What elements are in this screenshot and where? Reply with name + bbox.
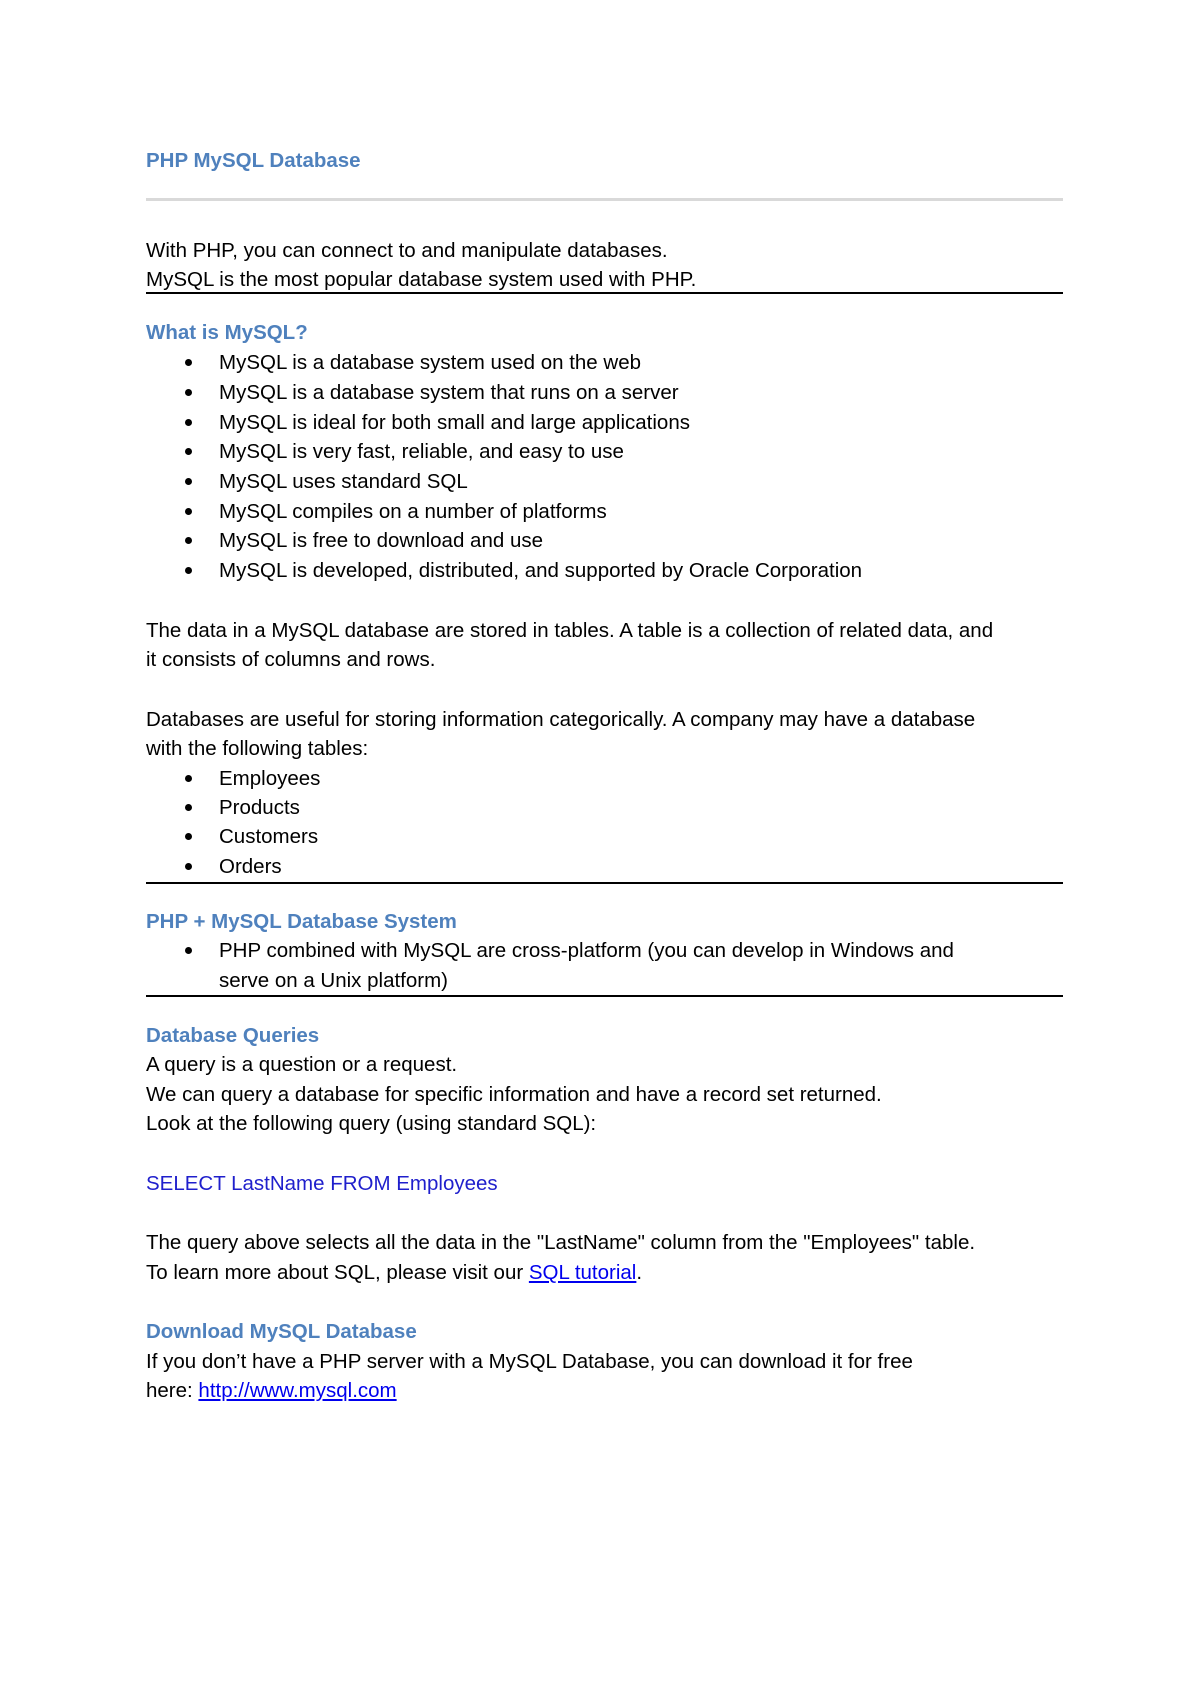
download-heading: Download MySQL Database (146, 1320, 417, 1343)
bullet-icon (185, 537, 192, 544)
tables-para-line-2: it consists of columns and rows. (146, 648, 436, 671)
bullet-icon (185, 775, 192, 782)
bullet-icon (185, 947, 192, 954)
bullet-icon (185, 359, 192, 366)
bullet-icon (185, 448, 192, 455)
list-item: MySQL is a database system that runs on a server (219, 381, 679, 404)
learn-more-prefix: To learn more about SQL, please visit our (146, 1261, 529, 1284)
list-item: MySQL compiles on a number of platforms (219, 500, 607, 523)
list-item: MySQL is ideal for both small and large applications (219, 411, 690, 434)
list-item: MySQL is free to download and use (219, 529, 544, 552)
section-divider (146, 995, 1063, 997)
list-item: MySQL uses standard SQL (219, 470, 468, 493)
queries-line-3: Look at the following query (using standard SQL): (146, 1112, 597, 1135)
tables-para-line-1: The data in a MySQL database are stored in tables. A table is a collection of related data, and (146, 619, 994, 642)
title-divider (146, 198, 1063, 201)
download-line-1: If you don’t have a PHP server with a MySQL Database, you can download it for free (146, 1350, 913, 1373)
list-item: MySQL is very fast, reliable, and easy to use (219, 440, 624, 463)
list-item: Employees (219, 767, 321, 790)
intro-line-2: MySQL is the most popular database system used with PHP. (146, 268, 697, 291)
bullet-icon (185, 863, 192, 870)
download-line-2 (146, 1376, 397, 1406)
queries-line-1: A query is a question or a request. (146, 1053, 458, 1076)
bullet-icon (185, 804, 192, 811)
bullet-icon (185, 389, 192, 396)
system-heading: PHP + MySQL Database System (146, 910, 457, 933)
list-item: Products (219, 796, 300, 819)
queries-line-2: We can query a database for specific information and have a record set returned. (146, 1083, 882, 1106)
query-explanation: The query above selects all the data in the "LastName" column from the "Employees" table. (146, 1231, 976, 1254)
mysql-download-link[interactable]: http://www.mysql.com (198, 1379, 397, 1402)
what-is-heading: What is MySQL? (146, 321, 308, 344)
sql-query-example: SELECT LastName FROM Employees (146, 1172, 498, 1195)
page-title: PHP MySQL Database (146, 149, 361, 172)
bullet-icon (185, 567, 192, 574)
list-item-continuation: serve on a Unix platform) (219, 969, 449, 992)
bullet-icon (185, 833, 192, 840)
useful-para-line-2: with the following tables: (146, 737, 369, 760)
section-divider (146, 882, 1063, 884)
list-item: MySQL is developed, distributed, and supported by Oracle Corporation (219, 559, 863, 582)
learn-more-line (146, 1258, 642, 1288)
download-prefix: here: (146, 1379, 199, 1402)
bullet-icon (185, 419, 192, 426)
sql-tutorial-link[interactable]: SQL tutorial (528, 1261, 637, 1284)
intro-line-1: With PHP, you can connect to and manipulate databases. (146, 239, 668, 262)
list-item: MySQL is a database system used on the web (219, 351, 641, 374)
bullet-icon (185, 508, 192, 515)
list-item: PHP combined with MySQL are cross-platform (you can develop in Windows and (219, 939, 954, 962)
list-item: Orders (219, 855, 282, 878)
queries-heading: Database Queries (146, 1024, 320, 1047)
list-item: Customers (219, 825, 319, 848)
useful-para-line-1: Databases are useful for storing information categorically. A company may have a database (146, 708, 976, 731)
section-divider (146, 292, 1063, 294)
bullet-icon (185, 478, 192, 485)
learn-more-suffix: . (636, 1261, 643, 1284)
